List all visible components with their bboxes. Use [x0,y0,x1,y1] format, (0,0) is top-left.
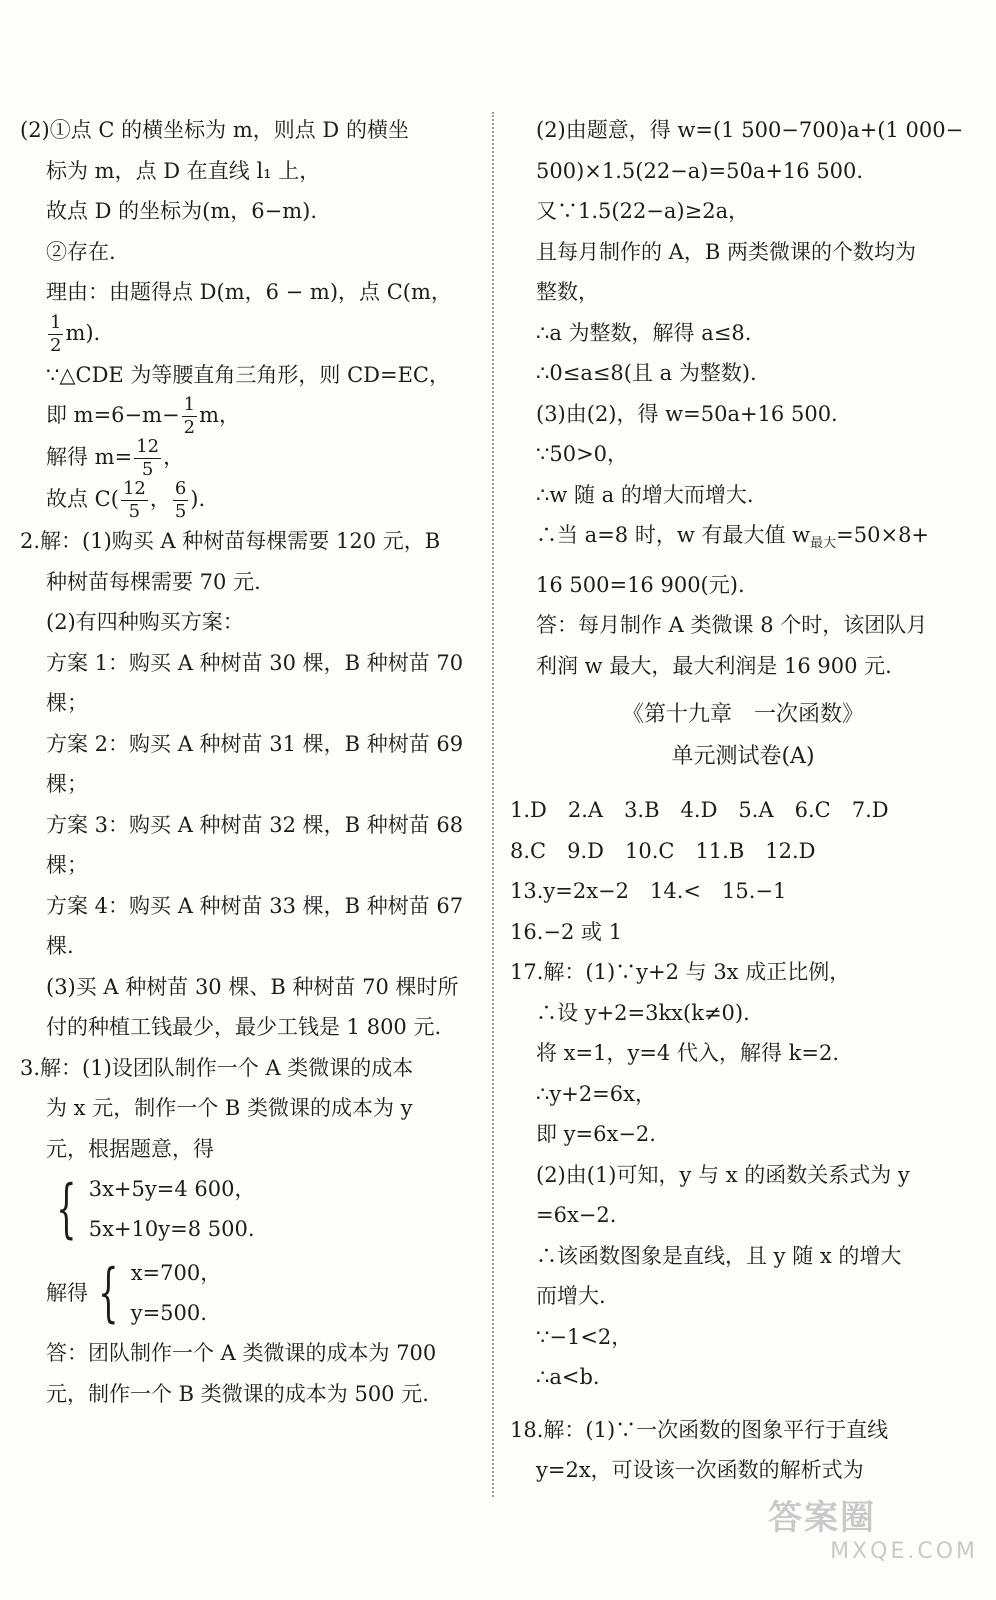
q2-line: 2.解：(1)购买 A 种树苗每棵需要 120 元，B [20,529,441,553]
text-line: (3)由(2)，得 w=50a+16 500. [536,401,838,426]
text-line: ∴a 为整数，解得 a≤8. [536,320,752,345]
text-line: 又∵1.5(22−a)≥2a， [536,199,750,223]
fraction: $\frac{6}{5}$ [174,478,187,522]
point-c-fraction-line: $\frac{1}{2}$ m). [50,311,101,356]
q3-line: 元，根据题意，得 [46,1136,214,1161]
q17-line: ∴a<b. [536,1365,600,1390]
q3-line: 3.解：(1)设团队制作一个 A 类微课的成本 [20,1055,414,1080]
q17-line: 将 x=1，y=4 代入，解得 k=2. [536,1041,840,1066]
q3-line: 为 x 元，制作一个 B 类微课的成本为 y [46,1096,413,1120]
text-line: (2)①点 C 的横坐标为 m，则点 D 的横坐 [20,118,409,142]
q18-line: 18.解：(1)∵一次函数的图象平行于直线 [510,1417,889,1442]
q17-line: ∴y+2=6x， [536,1081,656,1106]
q17-line: 17.解：(1)∵y+2 与 3x 成正比例， [510,960,851,985]
answer-key-line: 13.y=2x−2 14.< 15.−1 [510,879,787,904]
q2-line: 棵. [46,934,74,958]
q17-line: 即 y=6x−2. [536,1122,656,1147]
test-title: 单元测试卷(A) [671,744,815,770]
brace-icon: { [56,1172,77,1246]
max-value-line: ∴当 a=8 时，w 有最大值 $w_{最大}=50\times 8+$ [536,523,930,552]
q2-line: 方案 3：购买 A 种树苗 32 棵，B 种树苗 68 [46,812,464,837]
equation-row: 5x+10y=8 500. [88,1217,255,1241]
text-line: ②存在. [46,239,116,264]
equation-row: x=700， [130,1261,222,1285]
watermark-url: MXQE.COM [830,1539,978,1564]
equation-m: 即 m=6−m− $\frac{1}{2}$ m， [46,394,241,438]
solve-label: 解得 [46,1280,88,1305]
text-line: 500)×1.5(22−a)=50a+16 500. [536,158,864,183]
solve-m: 解得 m= $\frac{12}{5}$ ， [46,436,185,480]
fraction: $\frac{12}{5}$ [122,478,146,522]
fraction: $\frac{12}{5}$ [136,436,160,480]
text-line: ∴w 随 a 的增大而增大. [536,482,754,507]
text-line: ∵△CDE 为等腰直角三角形，则 CD=EC， [46,362,450,387]
equation-row: 3x+5y=4 600， [88,1177,256,1201]
q18-line: y=2x，可设该一次函数的解析式为 [536,1458,864,1483]
equation-system [20,1169,472,1249]
right-column [510,110,976,1491]
watermark-logo-text: 答案圈 [768,1498,876,1538]
text-line: 16 500=16 900(元). [536,572,745,597]
text-line: ∵50>0， [536,442,629,466]
q17-line: ∴该函数图象是直线，且 y 随 x 的增大 [536,1243,902,1268]
answer-key-line: 1.D 2.A 3.B 4.D 5.A 6.C 7.D [510,798,889,823]
fraction: $\frac{1}{2}$ [50,311,62,356]
text-line: 标为 m，点 D 在直线 l₁ 上， [46,158,321,183]
text-line: 整数， [536,280,599,304]
solution-system [20,1253,472,1333]
q2-line: 棵； [46,691,88,715]
q2-line: (3)买 A 种树苗 30 棵、B 种树苗 70 棵时所 [46,974,459,999]
answer-key-line: 16.−2 或 1 [510,919,623,944]
left-column [20,110,472,1414]
q2-line: 方案 2：购买 A 种树苗 31 棵，B 种树苗 69 [46,731,464,756]
text-line: 且每月制作的 A，B 两类微课的个数均为 [536,239,916,264]
q17-line: 而增大. [536,1284,606,1309]
q17-line: ∵−1<2， [536,1324,633,1349]
site-watermark [768,1490,978,1564]
q17-line: ∴设 y+2=3kx(k≠0). [536,1000,750,1025]
text-line: 故点 D 的坐标为(m，6−m). [46,199,318,223]
q17-line: =6x−2. [536,1203,617,1228]
answer-line: 元，制作一个 B 类微课的成本为 500 元. [46,1381,429,1406]
brace-icon: { [98,1256,119,1330]
text-line: 理由：由题得点 D(m，6 − m)，点 C(m， [46,280,452,304]
text-line: 利润 w 最大，最大利润是 16 900 元. [536,653,892,678]
q17-line: (2)由(1)可知，y 与 x 的函数关系式为 y [536,1162,910,1187]
answer-key [510,790,976,952]
q2-line: 棵； [46,853,88,877]
equation-row: y=500. [130,1301,207,1325]
text-line: 答：每月制作 A 类微课 8 个时，该团队月 [536,613,928,638]
column-divider [492,112,494,1497]
q2-line: 付的种植工钱最少，最少工钱是 1 800 元. [46,1015,442,1039]
text-line: (2)由题意，得 w=(1 500−700)a+(1 000− [536,118,964,142]
text-line: ∴0≤a≤8(且 a 为整数). [536,361,757,385]
fraction: $\frac{1}{2}$ [183,394,196,438]
q2-line: (2)有四种购买方案： [46,610,244,634]
chapter-title: 《第十九章 一次函数》 [621,702,864,728]
q2-line: 种树苗每棵需要 70 元. [46,569,261,594]
point-c-result: 故点 C( $\frac{12}{5}$ ， $\frac{6}{5}$ ). [46,478,206,522]
answer-key-line: 8.C 9.D 10.C 11.B 12.D [510,838,816,863]
answer-line: 答：团队制作一个 A 类微课的成本为 700 [46,1341,437,1365]
q2-line: 棵； [46,772,88,796]
q2-line: 方案 4：购买 A 种树苗 33 棵，B 种树苗 67 [46,893,464,918]
q2-line: 方案 1：购买 A 种树苗 30 棵，B 种树苗 70 [46,650,464,675]
